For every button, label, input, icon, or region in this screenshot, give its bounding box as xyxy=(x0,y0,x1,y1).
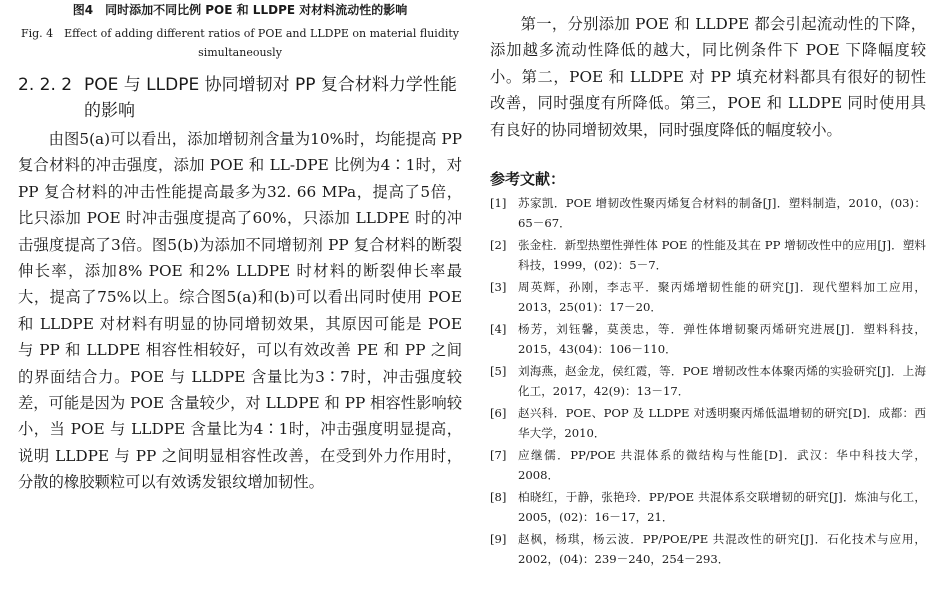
reference-item xyxy=(490,445,926,485)
reference-text: 张金柱．新型热塑性弹性体 POE 的性能及其在 PP 增韧改性中的应用[J]．塑料科技，1999，(02)：5－7． xyxy=(518,238,926,273)
reference-item xyxy=(490,361,926,401)
section-title: POE 与 LLDPE 协同增韧对 PP 复合材料力学性能的影响 xyxy=(84,75,457,121)
reference-number: [5] xyxy=(490,364,507,379)
reference-text: 赵枫，杨琪，杨云波．PP/POE/PE 共混改性的研究[J]．石化技术与应用，2002，(04)：239－240，254－293． xyxy=(518,532,926,567)
reference-item xyxy=(490,277,926,317)
reference-number: [7] xyxy=(490,448,507,463)
reference-text: 柏晓红，于静，张艳玲．PP/POE 共混体系交联增韧的研究[J]．炼油与化工，2005，(02)：16－17，21． xyxy=(518,490,926,525)
references-heading: 参考文献： xyxy=(490,170,566,189)
figure-caption-english: Fig. 4 Effect of adding different ratios of POE and LLDPE on material fluidity simultaneously xyxy=(20,27,460,59)
reference-text: 周英辉，孙刚，李志平．聚丙烯增韧性能的研究[J]．现代塑料加工应用，2013，25(01)：17－20． xyxy=(518,280,926,315)
reference-item xyxy=(490,235,926,275)
right-column xyxy=(490,0,926,571)
reference-number: [2] xyxy=(490,238,507,253)
conclusion-paragraph: 第一，分别添加 POE 和 LLDPE 都会引起流动性的下降，添加越多流动性降低的越大，同比例条件下 POE 下降幅度较小。第二，POE 和 LLDPE 对 PP 填充材料都具有很好的韧性改善，同时强度有所降低。第三，POE 和 LLDPE 同时使用具有良好的协同增韧效果，同时强度降低的幅度较小。 xyxy=(490,15,926,139)
figure-caption-chinese: 图4 同时添加不同比例 POE 和 LLDPE 对材料流动性的影响 xyxy=(72,3,408,17)
reference-item xyxy=(490,193,926,233)
reference-item xyxy=(490,319,926,359)
reference-number: [6] xyxy=(490,406,507,421)
reference-number: [1] xyxy=(490,196,507,211)
reference-number: [9] xyxy=(490,532,507,547)
reference-item xyxy=(490,487,926,527)
reference-text: 刘海燕，赵金龙，侯红霞，等．POE 增韧改性本体聚丙烯的实验研究[J]．上海化工，2017，42(9)：13－17． xyxy=(518,364,926,399)
reference-number: [4] xyxy=(490,322,507,337)
reference-list xyxy=(490,193,926,569)
reference-text: 杨芳，刘钰馨，莫羡忠，等．弹性体增韧聚丙烯研究进展[J]．塑料科技，2015，43(04)：106－110． xyxy=(518,322,926,357)
reference-text: 苏家凯．POE 增韧改性聚丙烯复合材料的制备[J]．塑料制造，2010，(03)：65－67． xyxy=(518,196,926,231)
section-heading xyxy=(18,72,462,124)
reference-number: [3] xyxy=(490,280,507,295)
reference-text: 赵兴科．POE、POP 及 LLDPE 对透明聚丙烯低温增韧的研究[D]．成都：西华大学，2010． xyxy=(518,406,926,441)
left-column xyxy=(18,0,462,496)
left-body-paragraph: 由图5(a)可以看出，添加增韧剂含量为10%时，均能提高 PP 复合材料的冲击强度，添加 POE 和 LL-DPE 比例为4∶1时，对 PP 复合材料的冲击性能提高最多为32. 66 MPa，提高了5倍，比只添加 POE 时冲击强度提高了60%，只添加 LLDPE 时的冲击强度提高了3倍。图5(b)为添加不同增韧剂 PP 复合材料的断裂伸长率，添加8% POE 和2% LLDPE 时材料的断裂伸长率最大，提高了75%以上。综合图5(a)和(b)可以看出同时使用 POE 和 LLDPE 对材料有明显的协同增韧效果，其原因可能是 POE 与 PP 和 LLDPE 相容性相较好，可以有效改善 PE 和 PP 之间的界面结合力。POE 与 LLDPE 含量比为3∶7时，冲击强度较差，可能是因为 POE 含量较少，对 LLDPE 和 PP 相容性影响较小，当 POE 与 LLDPE 含量比为4∶1时，冲击强度明显提高，说明 LLDPE 与 PP 之间明显相容性改善，在受到外力作用时，分散的橡胶颗粒可以有效诱发银纹增加韧性。 xyxy=(18,130,462,492)
reference-text: 应继儒．PP/POE 共混体系的微结构与性能[D]．武汉：华中科技大学，2008． xyxy=(518,448,926,483)
reference-item xyxy=(490,403,926,443)
reference-item xyxy=(490,529,926,569)
section-number: 2. 2. 2 xyxy=(18,75,73,95)
reference-number: [8] xyxy=(490,490,507,505)
